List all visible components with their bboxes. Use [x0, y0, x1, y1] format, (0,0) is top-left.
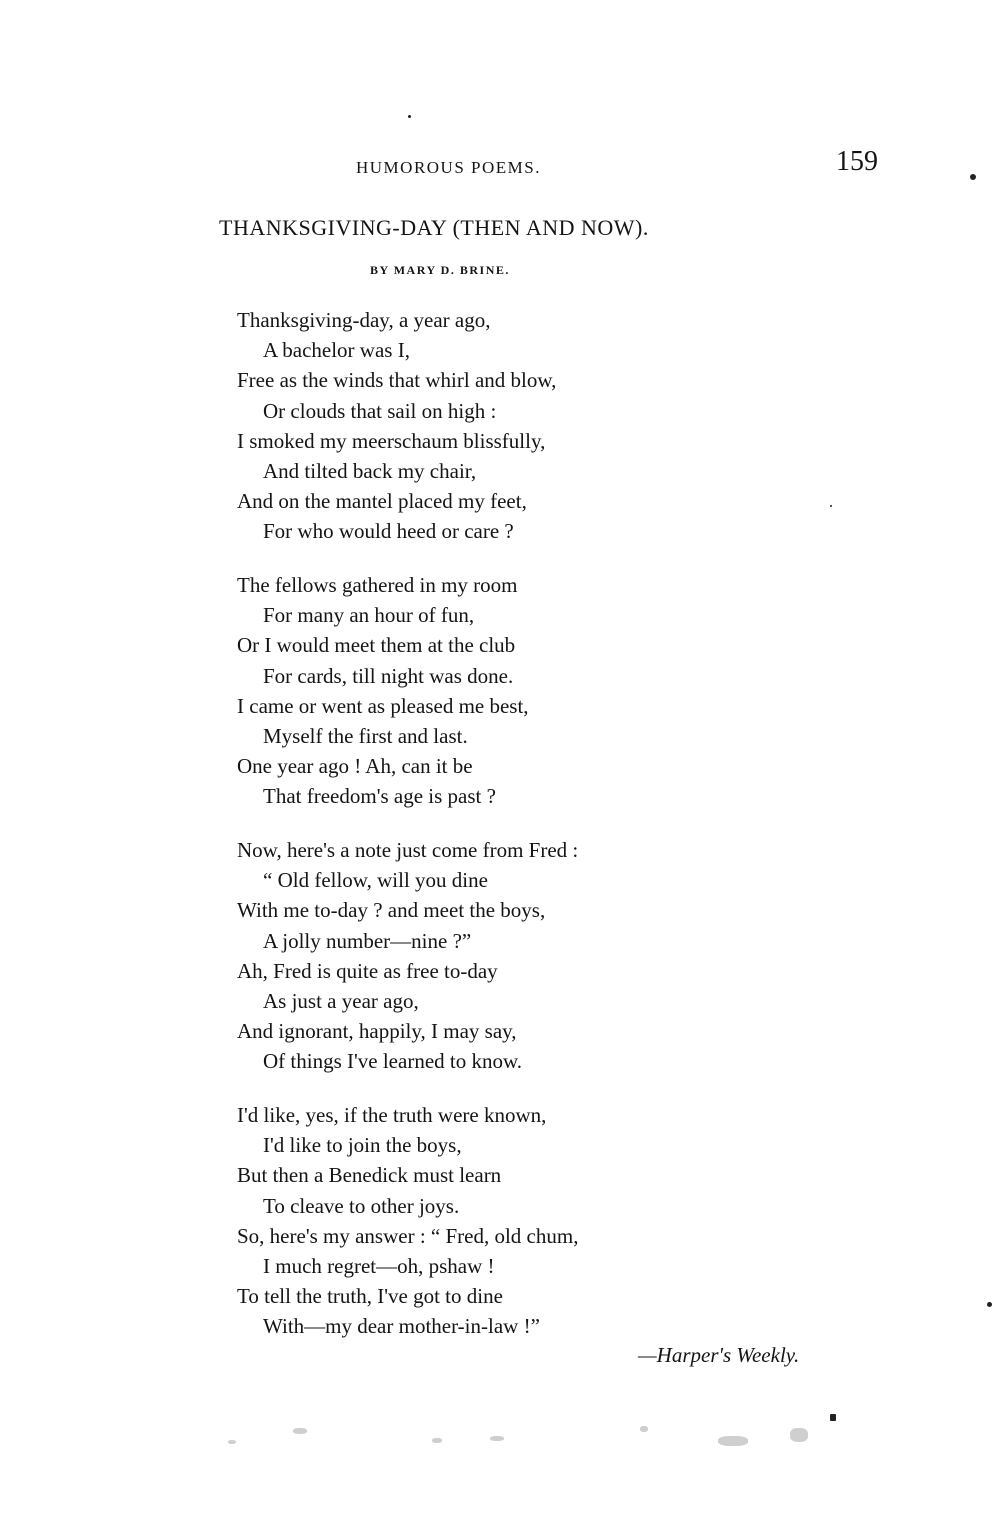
stanza-3 [237, 835, 578, 1077]
verse-line: I'd like to join the boys, [263, 1133, 462, 1158]
scan-speck [830, 1414, 836, 1421]
scan-speck [830, 505, 832, 507]
scan-smudge [293, 1428, 307, 1434]
verse-line: And ignorant, happily, I may say, [237, 1019, 517, 1044]
verse-line: Myself the first and last. [263, 723, 468, 748]
verse-line: With—my dear mother-in-law !” [263, 1314, 540, 1339]
verse-line: I smoked my meerschaum blissfully, [237, 428, 546, 453]
verse-line: With me to-day ? and meet the boys, [237, 898, 546, 923]
running-head: HUMOROUS POEMS. [356, 158, 541, 177]
verse-line: Ah, Fred is quite as free to-day [237, 958, 498, 983]
scan-smudge [718, 1436, 748, 1446]
verse-line: Now, here's a note just come from Fred : [237, 838, 579, 862]
page-number: 159 [836, 146, 878, 177]
verse-line: For cards, till night was done. [263, 663, 514, 688]
verse-line: To tell the truth, I've got to dine [237, 1284, 503, 1309]
verse-line: Or I would meet them at the club [237, 633, 516, 658]
verse-line: But then a Benedick must learn [237, 1163, 502, 1188]
scan-speck [970, 174, 976, 180]
poem-author: BY MARY D. BRINE. [370, 263, 510, 277]
verse-line: A bachelor was I, [263, 338, 410, 363]
verse-line: I much regret—oh, pshaw ! [263, 1253, 495, 1278]
verse-line: I'd like, yes, if the truth were known, [237, 1103, 547, 1127]
scan-speck [987, 1302, 992, 1307]
verse-line: To cleave to other joys. [263, 1193, 460, 1218]
verse-line: A jolly number—nine ?” [263, 928, 472, 953]
verse-line: And on the mantel placed my feet, [237, 489, 527, 514]
verse-line: As just a year ago, [263, 988, 419, 1013]
scan-speck [408, 115, 411, 118]
verse-line: So, here's my answer : “ Fred, old chum, [237, 1223, 579, 1248]
poem-title: THANKSGIVING-DAY (THEN AND NOW). [219, 215, 649, 240]
verse-line: The fellows gathered in my room [237, 573, 518, 597]
scan-smudge [228, 1440, 236, 1444]
verse-line: I came or went as pleased me best, [237, 693, 529, 718]
verse-line: And tilted back my chair, [263, 458, 477, 483]
stanza-2 [237, 570, 529, 812]
verse-line: “ Old fellow, will you dine [263, 868, 488, 893]
verse-line: Of things I've learned to know. [263, 1049, 523, 1074]
scan-smudge [640, 1426, 648, 1432]
stanza-1 [237, 305, 556, 547]
poem-attribution: —Harper's Weekly. [638, 1343, 800, 1367]
verse-line: Thanksgiving-day, a year ago, [237, 308, 491, 332]
verse-line: For many an hour of fun, [263, 603, 475, 628]
verse-line: That freedom's age is past ? [263, 784, 496, 809]
verse-line: One year ago ! Ah, can it be [237, 754, 473, 779]
scan-smudge [490, 1436, 504, 1441]
stanza-4 [237, 1100, 578, 1342]
scan-smudge [432, 1438, 442, 1443]
verse-line: Free as the winds that whirl and blow, [237, 368, 557, 393]
verse-line: Or clouds that sail on high : [263, 398, 497, 423]
scan-smudge [790, 1428, 808, 1442]
verse-line: For who would heed or care ? [263, 519, 514, 544]
